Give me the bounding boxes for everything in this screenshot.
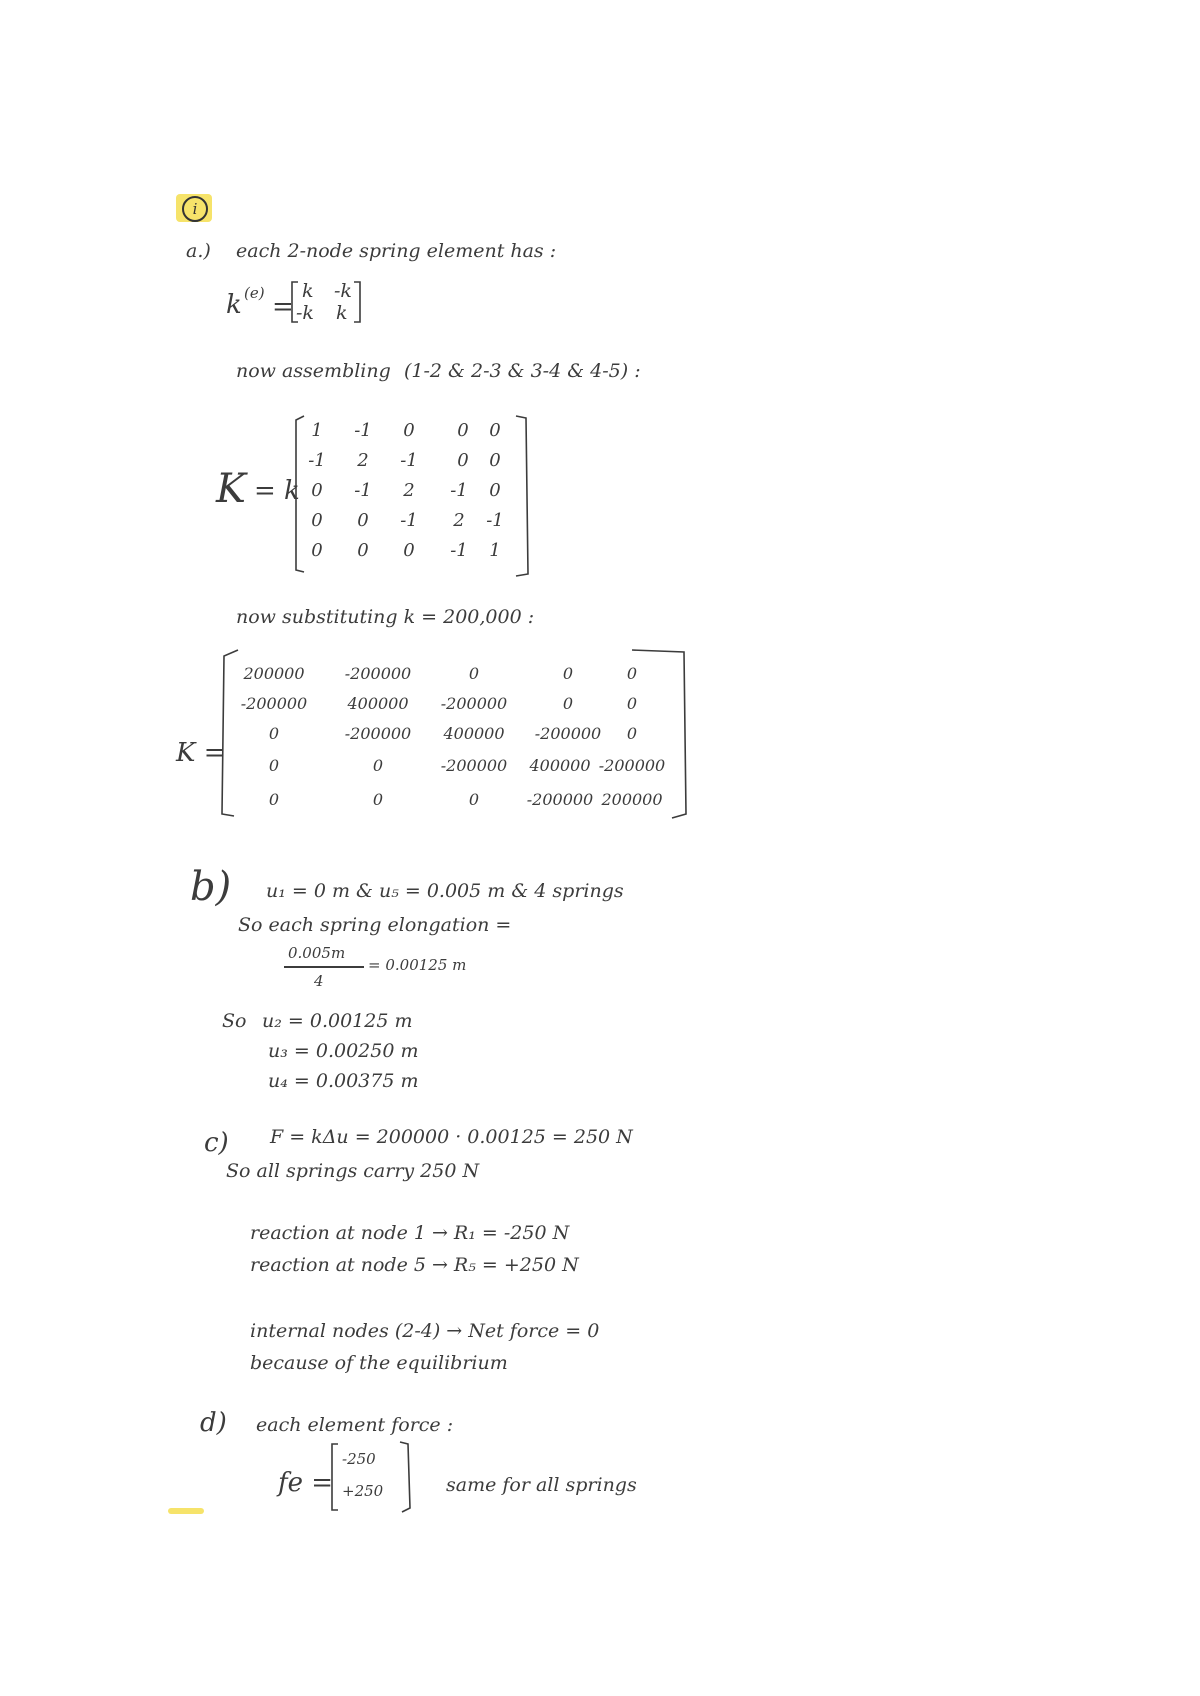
global-matrix-lhs: K — [216, 466, 246, 512]
numeric-matrix-cell: -200000 — [534, 724, 602, 743]
u2-value: u₂ = 0.00125 m — [262, 1010, 413, 1032]
same-for-all-note: same for all springs — [446, 1474, 637, 1496]
part-b-label: b) — [190, 864, 232, 910]
global-matrix-cell: 0 — [457, 420, 469, 441]
global-matrix-cell: 0 — [403, 540, 415, 561]
u4-value: u₄ = 0.00375 m — [268, 1070, 419, 1092]
global-matrix-cell: 1 — [311, 420, 323, 441]
so-label: So — [222, 1010, 247, 1032]
fe-vector-cell: +250 — [342, 1482, 384, 1500]
assembling-text: now assembling — [236, 360, 391, 382]
reaction-node-1: reaction at node 1 → R₁ = -250 N — [250, 1222, 570, 1244]
global-matrix-cell: -1 — [308, 450, 326, 471]
part-d-intro: each element force : — [256, 1414, 454, 1436]
numeric-matrix-cell: 0 — [562, 664, 574, 683]
global-matrix-cell: -1 — [400, 510, 418, 531]
fraction-result: = 0.00125 m — [368, 956, 467, 974]
global-matrix-cell: -1 — [354, 420, 372, 441]
numeric-matrix-cell: 0 — [372, 756, 384, 775]
element-matrix-lhs: k — [226, 290, 242, 320]
global-matrix-cell: 0 — [357, 510, 369, 531]
element-matrix-cell: -k — [296, 302, 314, 324]
element-matrix-cell: k — [302, 280, 314, 302]
u3-value: u₃ = 0.00250 m — [268, 1040, 419, 1062]
element-matrix-equals: = — [272, 292, 294, 322]
global-matrix-cell: -1 — [354, 480, 372, 501]
global-matrix-factor: = k — [254, 476, 300, 506]
numeric-matrix-cell: -200000 — [598, 756, 666, 775]
global-matrix-cell: 0 — [489, 420, 501, 441]
numeric-matrix-cell: 0 — [626, 664, 638, 683]
numeric-matrix-cell: 400000 — [443, 724, 505, 743]
substituting-text: now substituting k = 200,000 : — [236, 606, 535, 628]
part-c-label: c) — [204, 1128, 229, 1158]
global-matrix-cell: 0 — [489, 450, 501, 471]
numeric-matrix-cell: 0 — [372, 790, 384, 809]
numeric-matrix-cell: 0 — [562, 694, 574, 713]
numeric-matrix-cell: -200000 — [526, 790, 594, 809]
part-b-given: u₁ = 0 m & u₅ = 0.005 m & 4 springs — [266, 880, 624, 902]
numeric-matrix-cell: -200000 — [344, 664, 412, 683]
global-matrix-cell: -1 — [486, 510, 504, 531]
next-question-highlight — [168, 1508, 204, 1514]
global-matrix-cell: 0 — [357, 540, 369, 561]
global-matrix-cell: -1 — [450, 540, 468, 561]
numeric-matrix-cell: 400000 — [347, 694, 409, 713]
fraction-numerator: 0.005m — [288, 944, 346, 962]
numeric-matrix-cell: 0 — [268, 756, 280, 775]
numeric-matrix-cell: 200000 — [601, 790, 663, 809]
part-a-label: a.) — [186, 240, 211, 262]
fe-vector-cell: -250 — [342, 1450, 376, 1468]
global-matrix-cell: 0 — [457, 450, 469, 471]
question-number: i — [182, 196, 208, 222]
numeric-matrix-cell: 0 — [468, 790, 480, 809]
global-matrix-cell: 2 — [357, 450, 369, 471]
numeric-matrix-cell: 200000 — [243, 664, 305, 683]
global-matrix-cell: -1 — [400, 450, 418, 471]
global-matrix-cell: 0 — [311, 540, 323, 561]
force-equation: F = kΔu = 200000 · 0.00125 = 250 N — [270, 1126, 633, 1148]
global-matrix-cell: 0 — [403, 420, 415, 441]
part-d-label: d) — [200, 1408, 227, 1438]
numeric-matrix-cell: 0 — [626, 724, 638, 743]
internal-nodes-text: internal nodes (2-4) → Net force = 0 — [250, 1320, 600, 1342]
global-matrix-cell: 0 — [311, 510, 323, 531]
numeric-matrix-cell: 0 — [468, 664, 480, 683]
numeric-matrix-cell: 0 — [268, 724, 280, 743]
equilibrium-text: because of the equilibrium — [250, 1352, 508, 1374]
fraction-denominator: 4 — [314, 972, 324, 990]
numeric-matrix-cell: -200000 — [440, 756, 508, 775]
global-matrix-cell: 2 — [453, 510, 465, 531]
numeric-matrix-cell: -200000 — [240, 694, 308, 713]
element-matrix-superscript: (e) — [244, 284, 265, 302]
numeric-matrix-lhs: K = — [176, 738, 226, 768]
reaction-node-5: reaction at node 5 → R₅ = +250 N — [250, 1254, 579, 1276]
element-matrix-cell: -k — [334, 280, 352, 302]
elongation-text: So each spring elongation = — [238, 914, 512, 936]
numeric-matrix-cell: 0 — [626, 694, 638, 713]
carry-text: So all springs carry 250 N — [226, 1160, 480, 1182]
global-matrix-cell: 2 — [403, 480, 415, 501]
numeric-matrix-cell: 0 — [268, 790, 280, 809]
numeric-matrix-cell: -200000 — [440, 694, 508, 713]
part-a-intro: each 2-node spring element has : — [236, 240, 557, 262]
assembling-pairs: (1-2 & 2-3 & 3-4 & 4-5) : — [404, 360, 641, 382]
global-matrix-cell: 0 — [489, 480, 501, 501]
numeric-matrix-cell: 400000 — [529, 756, 591, 775]
numeric-matrix-cell: -200000 — [344, 724, 412, 743]
global-matrix-cell: 0 — [311, 480, 323, 501]
global-matrix-cell: 1 — [489, 540, 501, 561]
fraction-bar — [284, 966, 364, 968]
fe-lhs: fe = — [278, 1468, 334, 1498]
global-matrix-cell: -1 — [450, 480, 468, 501]
element-matrix-cell: k — [336, 302, 348, 324]
